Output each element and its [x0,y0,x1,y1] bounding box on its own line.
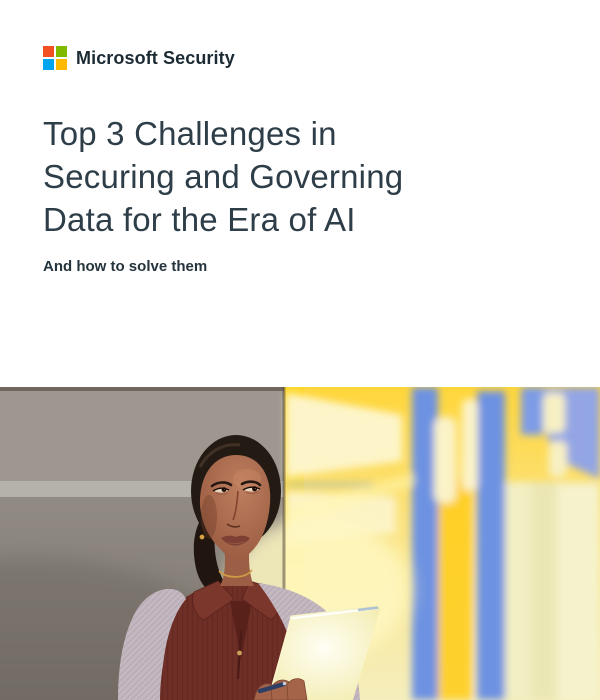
glass-panel [462,399,478,491]
brand-label: Microsoft Security [76,47,235,68]
title-line-2: Securing and Governing [43,158,404,195]
cover-photo [0,387,600,700]
title-line-1: Top 3 Challenges in [43,115,337,152]
title-line-3: Data for the Era of AI [43,201,356,238]
logo-square-red [43,46,54,57]
glass-panel [549,441,567,477]
brand-lockup [43,46,235,70]
glass-panel [543,393,565,433]
logo-square-blue [43,59,54,70]
microsoft-logo-icon [43,46,67,70]
glass-panel [434,417,456,503]
earring [200,535,205,540]
deep-yellow-stripe [438,477,472,700]
cover-photo-illustration [0,387,600,700]
page-subtitle: And how to solve them [43,258,208,275]
page-title [43,112,403,241]
wall-seam [283,387,286,595]
logo-square-yellow [56,59,67,70]
blue-stripe [477,391,505,700]
logo-square-green [56,46,67,57]
